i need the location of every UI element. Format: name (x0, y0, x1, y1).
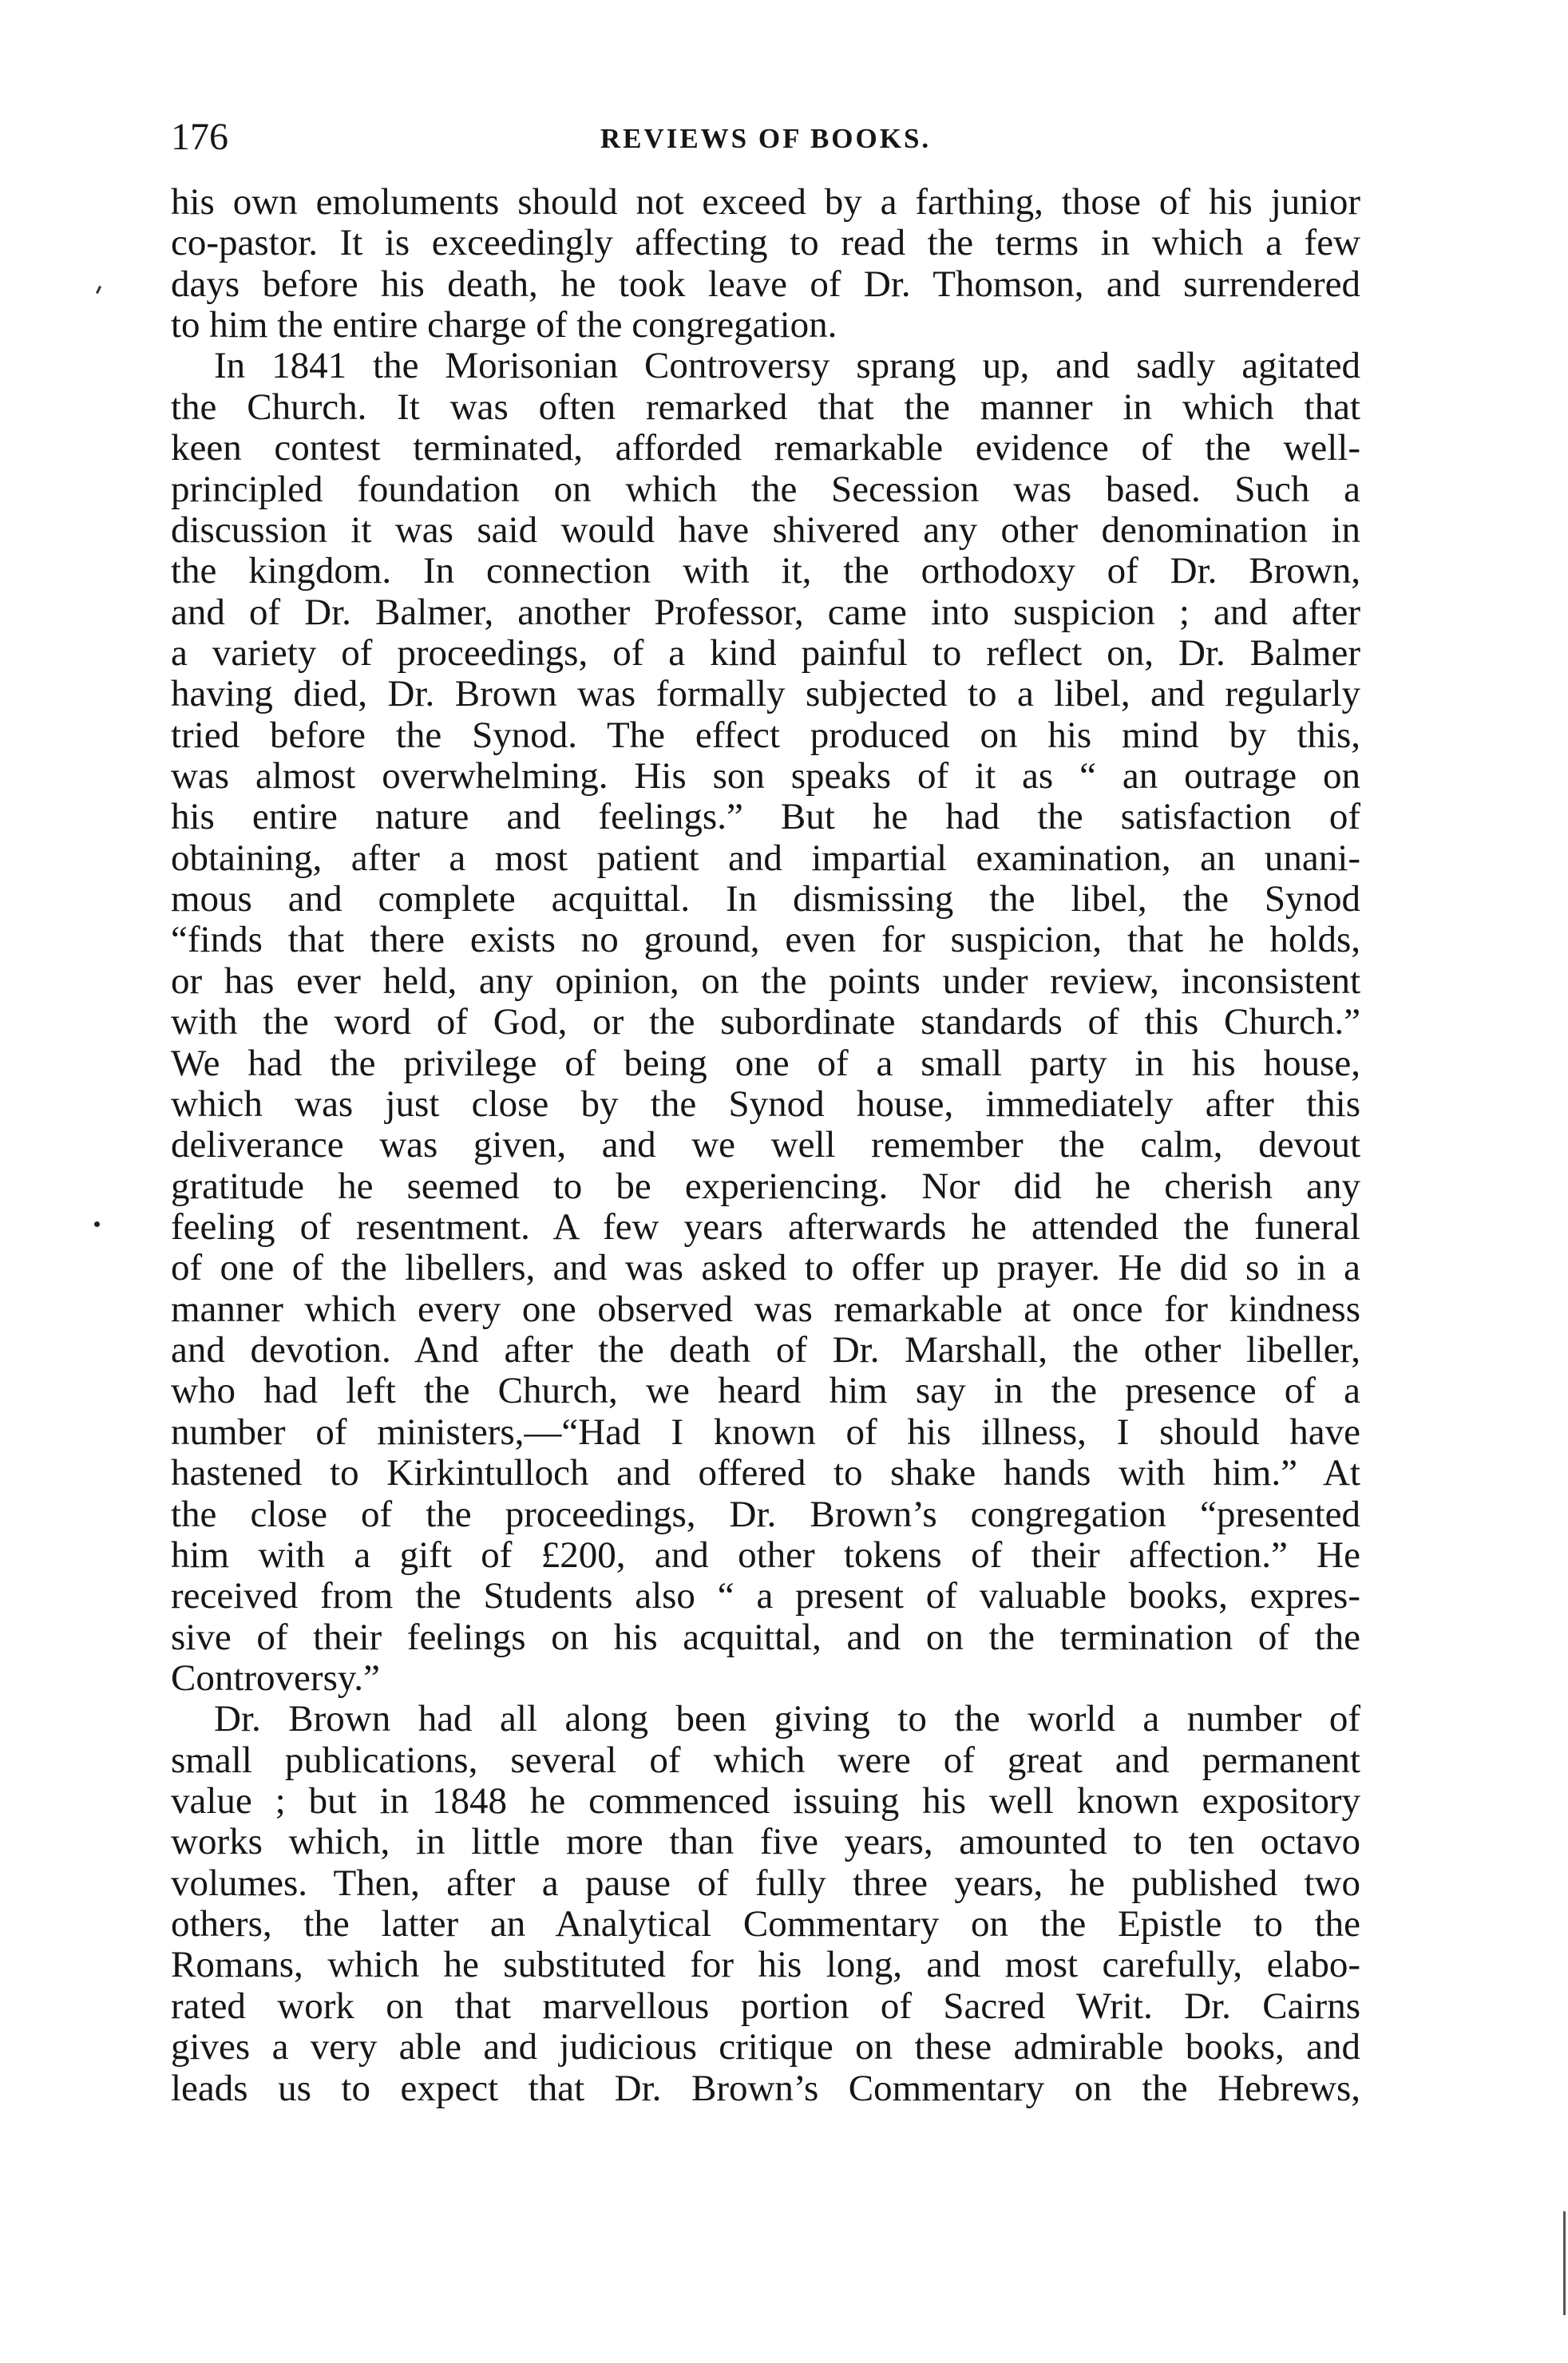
text-line: to him the entire charge of the congregation. (171, 305, 837, 346)
text-line: number of ministers,—“Had I known of his illness, I should have (171, 1411, 1360, 1453)
text-line: In 1841 the Morisonian Controversy sprang up, and sadly agitated (214, 346, 1360, 387)
text-line: rated work on that marvellous portion of Sacred Writ. Dr. Cairns (171, 1985, 1360, 2027)
text-line: small publications, several of which were of great and permanent (171, 1740, 1360, 1781)
text-line: or has ever held, any opinion, on the points under review, inconsistent (171, 960, 1360, 1002)
page-number: 176 (171, 116, 228, 158)
text-line: mous and complete acquittal. In dismissing the libel, the Synod (171, 879, 1360, 920)
text-line: gratitude he seemed to be experiencing. Nor did he cherish any (171, 1166, 1360, 1207)
text-line: leads us to expect that Dr. Brown’s Commentary on the Hebrews, (171, 2068, 1360, 2109)
margin-dot-mark (94, 1221, 100, 1227)
text-line: received from the Students also “ a present of valuable books, expres- (171, 1576, 1360, 1617)
text-line: Romans, which he substituted for his long, and most carefully, elabo- (171, 1945, 1360, 1986)
running-title: REVIEWS OF BOOKS. (600, 123, 932, 154)
text-line: feeling of resentment. A few years afterwards he attended the funeral (171, 1206, 1360, 1248)
text-line: hastened to Kirkintulloch and offered to shake hands with him.” At (171, 1453, 1360, 1494)
text-line: Dr. Brown had all along been giving to the world a number of (214, 1699, 1360, 1740)
text-line: others, the latter an Analytical Commentary on the Epistle to the (171, 1904, 1360, 1945)
text-line: deliverance was given, and we well remember the calm, devout (171, 1125, 1360, 1166)
text-line: a variety of proceedings, of a kind painful to reflect on, Dr. Balmer (171, 632, 1360, 674)
paragraph (171, 1699, 1360, 2109)
text-line: discussion it was said would have shivered any other denomination in (171, 509, 1360, 551)
text-line: his entire nature and feelings.” But he had the satisfaction of (171, 797, 1360, 838)
text-line: with the word of God, or the subordinate standards of this Church.” (171, 1002, 1360, 1043)
text-line: “finds that there exists no ground, even for suspicion, that he holds, (171, 920, 1360, 961)
text-line: the close of the proceedings, Dr. Brown’s congregation “presented (171, 1494, 1360, 1535)
text-line: who had left the Church, we heard him say in the presence of a (171, 1371, 1360, 1412)
text-line: having died, Dr. Brown was formally subjected to a libel, and regularly (171, 674, 1360, 715)
page-header (171, 114, 1360, 170)
text-line: gives a very able and judicious critique on these admirable books, and (171, 2027, 1360, 2068)
text-line: tried before the Synod. The effect produced on his mind by this, (171, 714, 1360, 756)
body-text (171, 182, 1360, 2109)
text-line: and devotion. And after the death of Dr. Marshall, the other libeller, (171, 1330, 1360, 1371)
text-line: the kingdom. In connection with it, the orthodoxy of Dr. Brown, (171, 551, 1360, 592)
text-line: works which, in little more than five years, amounted to ten octavo (171, 1822, 1360, 1863)
text-line: was almost overwhelming. His son speaks of it as “ an outrage on (171, 756, 1360, 798)
text-line: We had the privilege of being one of a small party in his house, (171, 1043, 1360, 1084)
text-line: obtaining, after a most patient and impartial examination, an unani- (171, 837, 1360, 879)
text-line: principled foundation on which the Secession was based. Such a (171, 469, 1360, 510)
text-line: co-pastor. It is exceedingly affecting to read the terms in which a few (171, 223, 1360, 264)
text-line: him with a gift of £200, and other tokens of their affection.” He (171, 1534, 1360, 1576)
text-line: value ; but in 1848 he commenced issuing his well known expository (171, 1781, 1360, 1823)
text-line: Controversy.” (171, 1657, 380, 1699)
text-line: of one of the libellers, and was asked to offer up prayer. He did so in a (171, 1248, 1360, 1289)
text-line: days before his death, he took leave of Dr. Thomson, and surrendered (171, 263, 1360, 305)
text-line: the Church. It was often remarked that the manner in which that (171, 386, 1360, 428)
text-line: manner which every one observed was remarkable at once for kindness (171, 1288, 1360, 1330)
text-line: which was just close by the Synod house, immediately after this (171, 1083, 1360, 1125)
text-line: sive of their feelings on his acquittal, and on the termination of the (171, 1617, 1360, 1658)
paragraph (171, 346, 1360, 1699)
text-line: keen contest terminated, afforded remarkable evidence of the well- (171, 428, 1360, 469)
paragraph (171, 182, 1360, 346)
text-line: volumes. Then, after a pause of fully three years, he published two (171, 1862, 1360, 1904)
text-line: his own emoluments should not exceed by a farthing, those of his junior (171, 182, 1360, 223)
margin-tick-mark (96, 286, 101, 294)
text-line: and of Dr. Balmer, another Professor, came into suspicion ; and after (171, 592, 1360, 633)
page-edge-mark (1563, 2211, 1566, 2315)
